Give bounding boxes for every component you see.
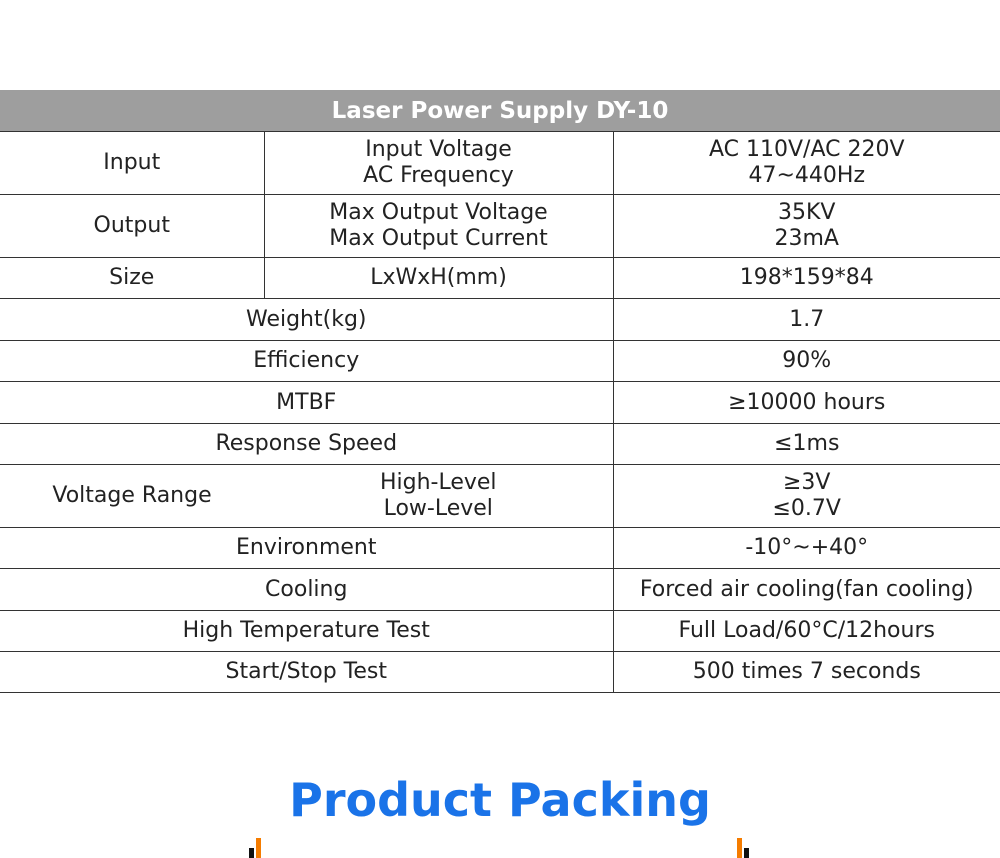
table-row [0, 611, 1000, 652]
row-label: Output [0, 195, 264, 258]
row-values: -10°~+40° [613, 528, 1000, 569]
section-heading-text: Product Packing [289, 773, 711, 827]
table-header-row [0, 91, 1000, 132]
table-row [0, 569, 1000, 611]
row-label: Response Speed [0, 424, 613, 465]
row-values [613, 132, 1000, 195]
table-title: Laser Power Supply DY-10 [0, 91, 1000, 132]
row-values: 500 times 7 seconds [613, 652, 1000, 693]
row-values: Forced air cooling(fan cooling) [613, 569, 1000, 611]
param-text: High-Level [379, 470, 497, 495]
param-text: Max Output Voltage [329, 200, 548, 225]
row-label: Size [0, 258, 264, 299]
table-row [0, 424, 1000, 465]
table-row [0, 382, 1000, 424]
table-row [0, 528, 1000, 569]
row-params: LxWxH(mm) [264, 258, 613, 299]
table-row [0, 258, 1000, 299]
value-text: 47~440Hz [748, 163, 865, 188]
table-row [0, 652, 1000, 693]
param-text: Max Output Current [329, 226, 548, 251]
row-values: 198*159*84 [613, 258, 1000, 299]
value-text: AC 110V/AC 220V [708, 137, 905, 162]
row-label: Weight(kg) [0, 299, 613, 341]
row-values: 90% [613, 341, 1000, 382]
row-label: High Temperature Test [0, 611, 613, 652]
table-row [0, 341, 1000, 382]
row-params [264, 465, 613, 528]
param-text: Low-Level [383, 496, 493, 521]
row-label: Voltage Range [0, 465, 264, 528]
row-label: Start/Stop Test [0, 652, 613, 693]
table-row [0, 132, 1000, 195]
table-row [0, 195, 1000, 258]
param-text: Input Voltage [365, 137, 512, 162]
row-values [613, 465, 1000, 528]
value-text: ≥3V [783, 470, 831, 495]
value-text: ≤0.7V [772, 496, 841, 521]
right-bars-icon [737, 798, 751, 818]
spec-table [0, 90, 1000, 693]
row-label: Efficiency [0, 341, 613, 382]
table-row [0, 299, 1000, 341]
row-values: 1.7 [613, 299, 1000, 341]
row-values [613, 195, 1000, 258]
value-text: 35KV [778, 200, 836, 225]
row-values: ≤1ms [613, 424, 1000, 465]
row-label: Input [0, 132, 264, 195]
table-row [0, 465, 1000, 528]
row-label: Cooling [0, 569, 613, 611]
row-label: Environment [0, 528, 613, 569]
param-text: AC Frequency [363, 163, 514, 188]
row-label: MTBF [0, 382, 613, 424]
row-params [264, 195, 613, 258]
section-heading [0, 770, 1000, 830]
row-params [264, 132, 613, 195]
left-bars-icon [249, 798, 263, 818]
row-values: ≥10000 hours [613, 382, 1000, 424]
value-text: 23mA [774, 226, 839, 251]
row-values: Full Load/60°C/12hours [613, 611, 1000, 652]
